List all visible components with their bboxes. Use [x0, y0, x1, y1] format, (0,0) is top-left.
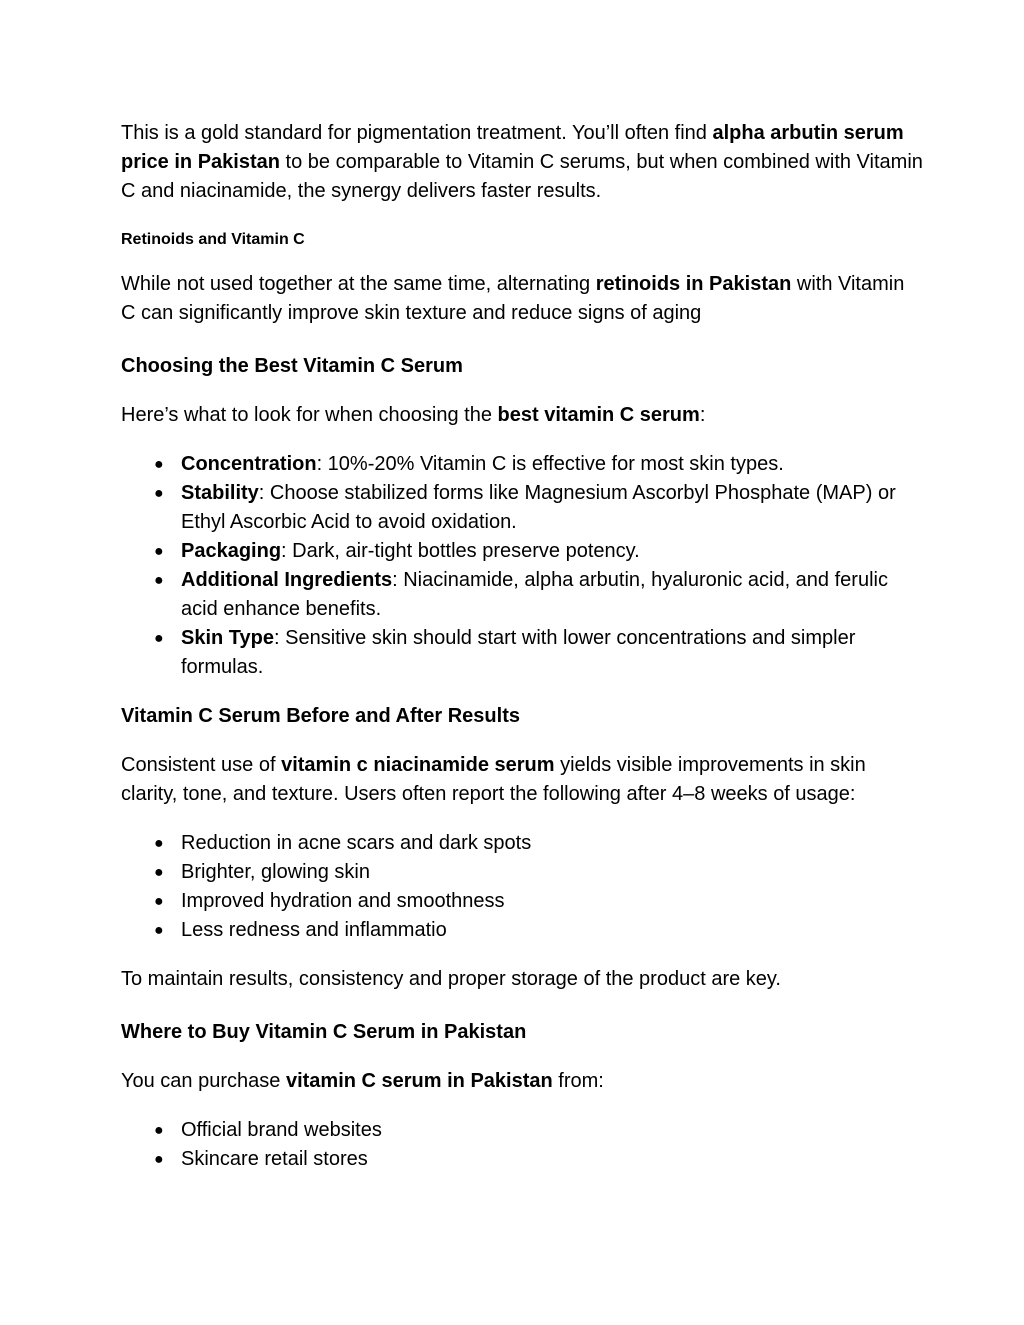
bullet-icon: ● [154, 922, 164, 939]
list-item-text: Reduction in acne scars and dark spots [181, 832, 532, 854]
list-item [121, 887, 924, 916]
criteria-text: : Dark, air-tight bottles preserve potency. [281, 540, 640, 562]
results-heading: Vitamin C Serum Before and After Results [121, 705, 520, 727]
intro-text-2: to be comparable to Vitamin C serums, but when combined with Vitamin C and niacinamide, the synergy delivers faster results. [121, 151, 923, 202]
criteria-text: : Choose stabilized forms like Magnesium Ascorbyl Phosphate (MAP) or Ethyl Ascorbic Acid to avoid oxidation. [181, 482, 896, 533]
intro-bold-phrase: alpha arbutin serum price in Pakistan [121, 122, 904, 173]
choosing-text-2: : [699, 404, 706, 426]
list-item-text: Brighter, glowing skin [181, 861, 370, 883]
list-item [121, 1145, 924, 1174]
choosing-text-1: Here’s what to look for when choosing the [121, 404, 498, 426]
retinoids-bold-phrase: retinoids in Pakistan [595, 273, 792, 295]
list-item [121, 829, 924, 858]
criteria-label: Skin Type [181, 627, 274, 649]
intro-text-1: This is a gold standard for pigmentation treatment. You’ll often find [121, 122, 713, 144]
retinoids-text-1: While not used together at the same time, alternating [121, 273, 596, 295]
bullet-icon: ● [154, 630, 164, 647]
bullet-icon: ● [154, 1122, 164, 1139]
criteria-text: : Niacinamide, alpha arbutin, hyaluronic acid, and ferulic acid enhance benefits. [181, 569, 888, 620]
buy-locations-list [121, 1116, 924, 1174]
bullet-icon: ● [154, 456, 164, 473]
results-bold-phrase: vitamin c niacinamide serum [281, 754, 555, 776]
results-text-2: yields visible improvements in skin clarity, tone, and texture. Users often report the following after 4–8 weeks of usage: [121, 754, 866, 805]
criteria-label: Additional Ingredients [181, 569, 393, 591]
criteria-label: Concentration [181, 453, 317, 475]
results-closing-paragraph: To maintain results, consistency and proper storage of the product are key. [121, 968, 781, 990]
list-item [121, 1116, 924, 1145]
list-item [121, 916, 924, 945]
list-item [121, 858, 924, 887]
bullet-icon: ● [154, 1151, 164, 1168]
buy-text-1: You can purchase [121, 1070, 286, 1092]
list-item [121, 537, 924, 566]
criteria-label: Stability [181, 482, 259, 504]
choosing-bold-phrase: best vitamin C serum [497, 404, 700, 426]
intro-paragraph [121, 119, 924, 206]
list-item-text: Improved hydration and smoothness [181, 890, 505, 912]
buy-bold-phrase: vitamin C serum in Pakistan [285, 1070, 553, 1092]
bullet-icon: ● [154, 485, 164, 502]
buy-text-2: from: [552, 1070, 604, 1092]
bullet-icon: ● [154, 893, 164, 910]
results-text-1: Consistent use of [121, 754, 282, 776]
bullet-icon: ● [154, 543, 164, 560]
choosing-heading: Choosing the Best Vitamin C Serum [121, 355, 463, 377]
list-item-text: Less redness and inflammatio [181, 919, 447, 941]
list-item [121, 624, 924, 682]
results-paragraph [121, 751, 924, 809]
bullet-icon: ● [154, 835, 164, 852]
list-item [121, 450, 924, 479]
retinoids-text-2: with Vitamin C can significantly improve skin texture and reduce signs of aging [121, 273, 905, 324]
criteria-label: Packaging [181, 540, 282, 562]
criteria-text: : 10%-20% Vitamin C is effective for most skin types. [316, 453, 784, 475]
retinoids-paragraph [121, 270, 924, 328]
list-item [121, 479, 924, 537]
results-list [121, 829, 924, 945]
list-item [121, 566, 924, 624]
buy-heading: Where to Buy Vitamin C Serum in Pakistan [121, 1021, 527, 1043]
retinoids-heading: Retinoids and Vitamin C [121, 231, 305, 248]
bullet-icon: ● [154, 864, 164, 881]
buy-paragraph [121, 1067, 924, 1096]
list-item-text: Official brand websites [181, 1119, 382, 1141]
bullet-icon: ● [154, 572, 164, 589]
list-item-text: Skincare retail stores [181, 1148, 368, 1170]
choosing-criteria-list [121, 450, 924, 682]
choosing-paragraph [121, 401, 924, 430]
criteria-text: : Sensitive skin should start with lower concentrations and simpler formulas. [181, 627, 856, 678]
